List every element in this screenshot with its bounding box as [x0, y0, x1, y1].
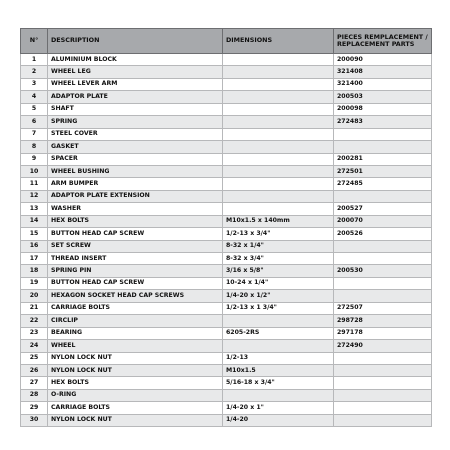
cell-description: WHEEL LEVER ARM: [48, 78, 223, 90]
cell-number: 7: [21, 128, 48, 140]
cell-dimensions: 10-24 x 1/4": [223, 277, 334, 289]
cell-number: 21: [21, 302, 48, 314]
cell-description: SPRING: [48, 116, 223, 128]
table-row: [21, 178, 432, 190]
table-row: [21, 103, 432, 115]
cell-number: 9: [21, 153, 48, 165]
cell-number: 18: [21, 265, 48, 277]
cell-number: 28: [21, 389, 48, 401]
table-body: [21, 54, 432, 427]
cell-number: 12: [21, 190, 48, 202]
table-row: [21, 190, 432, 202]
cell-dimensions: M10x1.5 x 140mm: [223, 215, 334, 227]
cell-description: STEEL COVER: [48, 128, 223, 140]
cell-number: 23: [21, 327, 48, 339]
cell-dimensions: [223, 340, 334, 352]
table-row: [21, 128, 432, 140]
cell-dimensions: 8-32 x 1/4": [223, 240, 334, 252]
cell-part-number: 200090: [334, 54, 432, 66]
cell-description: SET SCREW: [48, 240, 223, 252]
cell-part-number: [334, 389, 432, 401]
cell-dimensions: [223, 178, 334, 190]
cell-part-number: 200526: [334, 228, 432, 240]
cell-part-number: 272485: [334, 178, 432, 190]
table-row: [21, 290, 432, 302]
cell-description: WASHER: [48, 203, 223, 215]
cell-dimensions: 5/16-18 x 3/4": [223, 377, 334, 389]
table-row: [21, 414, 432, 426]
cell-description: CIRCLIP: [48, 315, 223, 327]
cell-number: 11: [21, 178, 48, 190]
cell-number: 3: [21, 78, 48, 90]
cell-description: ADAPTOR PLATE EXTENSION: [48, 190, 223, 202]
cell-description: NYLON LOCK NUT: [48, 414, 223, 426]
cell-part-number: [334, 277, 432, 289]
cell-part-number: 272507: [334, 302, 432, 314]
cell-part-number: 200098: [334, 103, 432, 115]
cell-dimensions: [223, 141, 334, 153]
cell-dimensions: [223, 315, 334, 327]
cell-description: CARRIAGE BOLTS: [48, 402, 223, 414]
table-row: [21, 315, 432, 327]
cell-dimensions: [223, 116, 334, 128]
header-dimensions: DIMENSIONS: [223, 29, 334, 54]
cell-description: HEX BOLTS: [48, 377, 223, 389]
cell-part-number: [334, 253, 432, 265]
cell-number: 30: [21, 414, 48, 426]
cell-description: NYLON LOCK NUT: [48, 352, 223, 364]
cell-description: CARRIAGE BOLTS: [48, 302, 223, 314]
table-row: [21, 377, 432, 389]
cell-description: THREAD INSERT: [48, 253, 223, 265]
table-row: [21, 54, 432, 66]
cell-part-number: 272483: [334, 116, 432, 128]
cell-dimensions: 6205-2RS: [223, 327, 334, 339]
cell-part-number: 200281: [334, 153, 432, 165]
table-row: [21, 228, 432, 240]
cell-dimensions: [223, 165, 334, 177]
cell-part-number: [334, 402, 432, 414]
cell-dimensions: [223, 91, 334, 103]
cell-description: SPACER: [48, 153, 223, 165]
cell-description: SHAFT: [48, 103, 223, 115]
cell-description: WHEEL BUSHING: [48, 165, 223, 177]
cell-part-number: [334, 190, 432, 202]
cell-description: O-RING: [48, 389, 223, 401]
table-row: [21, 402, 432, 414]
cell-description: WHEEL: [48, 340, 223, 352]
cell-dimensions: [223, 78, 334, 90]
table-row: [21, 253, 432, 265]
cell-number: 15: [21, 228, 48, 240]
cell-description: NYLON LOCK NUT: [48, 364, 223, 376]
header-number: N°: [21, 29, 48, 54]
cell-number: 25: [21, 352, 48, 364]
header-replacement-parts: PIECES REMPLACEMENT / REPLACEMENT PARTS: [334, 29, 432, 54]
cell-part-number: 272490: [334, 340, 432, 352]
cell-part-number: 200530: [334, 265, 432, 277]
header-description: DESCRIPTION: [48, 29, 223, 54]
cell-number: 27: [21, 377, 48, 389]
cell-part-number: [334, 141, 432, 153]
cell-number: 17: [21, 253, 48, 265]
cell-description: HEX BOLTS: [48, 215, 223, 227]
cell-description: BUTTON HEAD CAP SCREW: [48, 228, 223, 240]
cell-description: ADAPTOR PLATE: [48, 91, 223, 103]
table-row: [21, 165, 432, 177]
cell-number: 6: [21, 116, 48, 128]
table-row: [21, 302, 432, 314]
cell-description: HEXAGON SOCKET HEAD CAP SCREWS: [48, 290, 223, 302]
table-row: [21, 91, 432, 103]
cell-number: 2: [21, 66, 48, 78]
cell-dimensions: M10x1.5: [223, 364, 334, 376]
cell-dimensions: [223, 128, 334, 140]
cell-dimensions: [223, 54, 334, 66]
cell-part-number: 200070: [334, 215, 432, 227]
cell-dimensions: [223, 389, 334, 401]
table-row: [21, 153, 432, 165]
table-header-row: [21, 29, 432, 54]
cell-number: 14: [21, 215, 48, 227]
cell-number: 24: [21, 340, 48, 352]
cell-part-number: 200527: [334, 203, 432, 215]
cell-part-number: [334, 414, 432, 426]
cell-dimensions: 1/4-20: [223, 414, 334, 426]
parts-table: [20, 28, 432, 427]
table-row: [21, 78, 432, 90]
cell-part-number: 298728: [334, 315, 432, 327]
cell-part-number: 272501: [334, 165, 432, 177]
cell-number: 8: [21, 141, 48, 153]
table-row: [21, 364, 432, 376]
cell-number: 5: [21, 103, 48, 115]
cell-dimensions: [223, 190, 334, 202]
cell-part-number: [334, 128, 432, 140]
table-row: [21, 389, 432, 401]
table-row: [21, 215, 432, 227]
table-row: [21, 203, 432, 215]
cell-description: GASKET: [48, 141, 223, 153]
table-row: [21, 340, 432, 352]
cell-number: 22: [21, 315, 48, 327]
cell-dimensions: [223, 103, 334, 115]
cell-part-number: 321400: [334, 78, 432, 90]
cell-part-number: 321408: [334, 66, 432, 78]
cell-dimensions: [223, 66, 334, 78]
cell-dimensions: 1/2-13: [223, 352, 334, 364]
table-row: [21, 327, 432, 339]
cell-dimensions: 1/2-13 x 3/4": [223, 228, 334, 240]
cell-dimensions: 8-32 x 3/4": [223, 253, 334, 265]
cell-description: SPRING PIN: [48, 265, 223, 277]
cell-dimensions: [223, 153, 334, 165]
cell-part-number: 297178: [334, 327, 432, 339]
cell-number: 29: [21, 402, 48, 414]
cell-description: ALUMINIUM BLOCK: [48, 54, 223, 66]
cell-dimensions: 1/2-13 x 1 3/4": [223, 302, 334, 314]
cell-dimensions: 3/16 x 5/8": [223, 265, 334, 277]
cell-number: 26: [21, 364, 48, 376]
cell-description: ARM BUMPER: [48, 178, 223, 190]
cell-description: WHEEL LEG: [48, 66, 223, 78]
cell-number: 16: [21, 240, 48, 252]
cell-number: 20: [21, 290, 48, 302]
cell-part-number: [334, 377, 432, 389]
cell-dimensions: 1/4-20 x 1/2": [223, 290, 334, 302]
cell-part-number: [334, 364, 432, 376]
table-row: [21, 66, 432, 78]
cell-number: 19: [21, 277, 48, 289]
cell-part-number: [334, 290, 432, 302]
cell-dimensions: 1/4-20 x 1": [223, 402, 334, 414]
table-row: [21, 277, 432, 289]
cell-dimensions: [223, 203, 334, 215]
cell-number: 4: [21, 91, 48, 103]
parts-list: [20, 28, 431, 427]
cell-part-number: [334, 352, 432, 364]
cell-number: 10: [21, 165, 48, 177]
cell-part-number: 200503: [334, 91, 432, 103]
table-row: [21, 240, 432, 252]
cell-number: 13: [21, 203, 48, 215]
cell-description: BUTTON HEAD CAP SCREW: [48, 277, 223, 289]
cell-number: 1: [21, 54, 48, 66]
table-row: [21, 141, 432, 153]
table-row: [21, 352, 432, 364]
table-row: [21, 116, 432, 128]
cell-part-number: [334, 240, 432, 252]
table-row: [21, 265, 432, 277]
cell-description: BEARING: [48, 327, 223, 339]
